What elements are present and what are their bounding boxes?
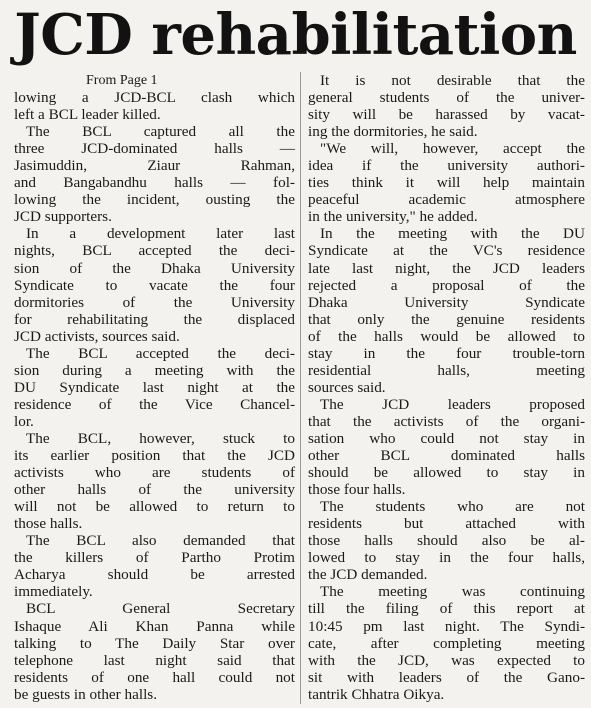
article-line: of the halls would be allowed to bbox=[308, 327, 585, 345]
article-line: immediately. bbox=[14, 583, 93, 601]
article-line: late last night, the JCD leaders bbox=[308, 259, 585, 277]
article-line: ties think it will help maintain bbox=[308, 174, 585, 192]
article-line: Dhaka University Syndicate bbox=[308, 293, 585, 311]
article-line: three JCD-dominated halls — bbox=[14, 140, 295, 158]
article-line: residents of one hall could not bbox=[14, 668, 295, 686]
article-paragraph bbox=[308, 140, 585, 225]
article-line: In a development later last bbox=[26, 225, 295, 243]
article-line: left a BCL leader killed. bbox=[14, 106, 161, 124]
article-line: cate, after completing meeting bbox=[308, 634, 585, 652]
article-line: The JCD leaders proposed bbox=[320, 395, 585, 413]
article-line: that only the genuine residents bbox=[308, 310, 585, 328]
article-line: other BCL dominated halls bbox=[308, 447, 585, 465]
article-line: Syndicate at the VC's residence bbox=[308, 242, 585, 260]
article-paragraph bbox=[308, 583, 585, 702]
article-line: sation who could not stay in bbox=[308, 429, 585, 447]
continuation-line: From Page 1 bbox=[86, 73, 158, 88]
article-line: The BCL also demanded that bbox=[26, 532, 295, 550]
article-line: The BCL, however, stuck to bbox=[26, 429, 295, 447]
article-line: those halls. bbox=[14, 515, 83, 533]
article-line: with the JCD, was expected to bbox=[308, 651, 585, 669]
article-line: sion during a meeting with the bbox=[14, 361, 295, 379]
article-line: sity will be harassed by vacat- bbox=[308, 106, 585, 124]
article-line: lowing the incident, ousting the bbox=[14, 191, 295, 209]
article-paragraph bbox=[308, 498, 585, 583]
article-line: The students who are not bbox=[320, 498, 585, 516]
article-line: telephone last night said that bbox=[14, 651, 295, 669]
article-line: the killers of Partho Protim bbox=[14, 549, 295, 567]
article-line: sources said. bbox=[308, 378, 386, 396]
article-line: tantrik Chhatra Oikya. bbox=[308, 685, 445, 703]
article-line: those four halls. bbox=[308, 481, 406, 499]
article-line: in the university," he added. bbox=[308, 208, 478, 226]
article-line: Jasimuddin, Ziaur Rahman, bbox=[14, 157, 295, 175]
article-line: idea if the university authori- bbox=[308, 157, 585, 175]
article-paragraph bbox=[308, 396, 585, 498]
article-line: lowing a JCD-BCL clash which bbox=[14, 89, 295, 107]
article-line: other halls of the university bbox=[14, 481, 295, 499]
article-line: talking to The Daily Star over bbox=[14, 634, 295, 652]
article-line: those halls should also be al- bbox=[308, 532, 585, 550]
article-line: peaceful academic atmosphere bbox=[308, 191, 585, 209]
column-divider bbox=[300, 72, 301, 704]
article-line: "We will, however, accept the bbox=[320, 140, 585, 158]
article-paragraph bbox=[308, 225, 585, 395]
article-line: dormitories of the University bbox=[14, 293, 295, 311]
article-line: will not be allowed to return to bbox=[14, 498, 295, 516]
article-line: be guests in other halls. bbox=[14, 685, 157, 703]
article-paragraph bbox=[308, 72, 585, 140]
article-line: Ishaque Ali Khan Panna while bbox=[14, 617, 295, 635]
article-line: general students of the univer- bbox=[308, 89, 585, 107]
article-line: sion of the Dhaka University bbox=[14, 259, 295, 277]
article-paragraph bbox=[14, 600, 295, 702]
article-paragraph bbox=[14, 345, 295, 430]
article-line: DU Syndicate last night at the bbox=[14, 378, 295, 396]
article-line: its earlier position that the JCD bbox=[14, 447, 295, 465]
article-line: The BCL captured all the bbox=[26, 123, 295, 141]
article-line: residents but attached with bbox=[308, 515, 585, 533]
article-line: till the filing of this report at bbox=[308, 600, 585, 618]
article-paragraph bbox=[14, 430, 295, 532]
article-paragraph bbox=[14, 89, 295, 123]
article-line: residence of the Vice Chancel- bbox=[14, 395, 295, 413]
article-column-right bbox=[308, 72, 585, 703]
article-line: should be allowed to stay in bbox=[308, 464, 585, 482]
headline: JCD rehabilitation bbox=[14, 2, 577, 68]
article-line: activists who are students of bbox=[14, 464, 295, 482]
article-line: residential halls, meeting bbox=[308, 361, 585, 379]
article-paragraph bbox=[14, 225, 295, 344]
article-line: JCD supporters. bbox=[14, 208, 112, 226]
article-line: nights, BCL accepted the deci- bbox=[14, 242, 295, 260]
article-line: and Bangabandhu halls — fol- bbox=[14, 174, 295, 192]
article-line: Syndicate to vacate the four bbox=[14, 276, 295, 294]
article-line: It is not desirable that the bbox=[320, 72, 585, 89]
article-paragraph bbox=[14, 532, 295, 600]
article-line: Acharya should be arrested bbox=[14, 566, 295, 584]
article-line: 10:45 pm last night. The Syndi- bbox=[308, 617, 585, 635]
article-line: JCD activists, sources said. bbox=[14, 327, 180, 345]
article-line: BCL General Secretary bbox=[26, 600, 295, 618]
article-line: ing the dormitories, he said. bbox=[308, 123, 478, 141]
article-line: lor. bbox=[14, 412, 34, 430]
article-line: In the meeting with the DU bbox=[320, 225, 585, 243]
article-line: sit with leaders of the Gano- bbox=[308, 668, 585, 686]
article-paragraph bbox=[14, 123, 295, 225]
article-line: The meeting was continuing bbox=[320, 583, 585, 601]
article-line: for rehabilitating the displaced bbox=[14, 310, 295, 328]
article-line: rejected a proposal of the bbox=[308, 276, 585, 294]
article-line: The BCL accepted the deci- bbox=[26, 344, 295, 362]
article-line: the JCD demanded. bbox=[308, 566, 428, 584]
article-line: stay in the four trouble-torn bbox=[308, 344, 585, 362]
article-line: lowed to stay in the four halls, bbox=[308, 549, 585, 567]
article-column-left bbox=[14, 72, 295, 703]
article-line: that the activists of the organi- bbox=[308, 412, 585, 430]
